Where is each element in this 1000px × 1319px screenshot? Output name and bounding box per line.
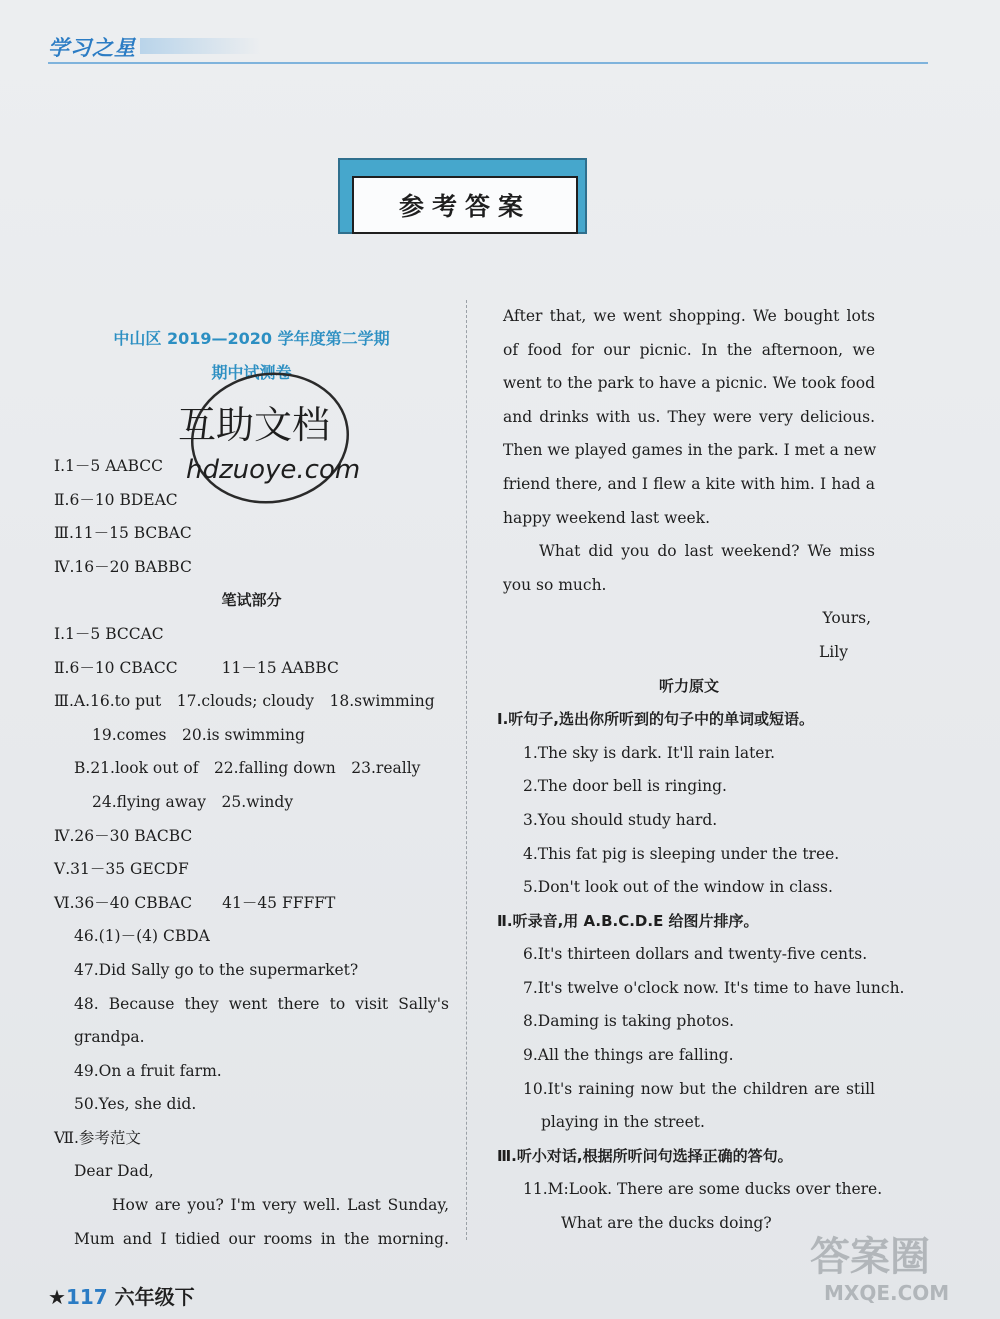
answer-part: 41－45 FFFFT (222, 893, 336, 912)
answer-line: grandpa. (74, 1028, 145, 1047)
answer-line: 19.comes 20.is swimming (92, 725, 305, 744)
section-instruction: Ⅰ.听句子,选出你所听到的句子中的单词或短语。 (497, 710, 814, 729)
answer-line: Ⅱ.6－10 BDEAC (54, 490, 178, 509)
answer-line: Ⅲ.A.16.to put 17.clouds; cloudy 18.swimming (54, 692, 435, 711)
stamp-text-url: hdzuoye.com (186, 455, 361, 485)
transcript-line: What are the ducks doing? (561, 1214, 772, 1233)
transcript-line: 1.The sky is dark. It'll rain later. (523, 743, 776, 762)
answer-line: Ⅲ.11－15 BCBAC (54, 524, 192, 543)
section-instruction: Ⅲ.听小对话,根据所听问句选择正确的答句。 (497, 1146, 793, 1165)
stamp-text-cn: 互助文档 (178, 403, 331, 447)
right-column (497, 300, 905, 1241)
transcript-line: 10.It's raining now but the children are still (523, 1079, 875, 1098)
answer-line: Ⅳ.26－30 BACBC (54, 826, 193, 845)
grade-label: 六年级下 (114, 1285, 195, 1309)
watermark-text: 答案圈 (810, 1234, 930, 1280)
letter-line: happy weekend last week. (503, 508, 711, 527)
transcript-line: playing in the street. (541, 1113, 705, 1132)
answer-line: 48. Because they went there to visit Sally's (74, 994, 449, 1013)
section-title: 参考答案 (352, 176, 578, 234)
answer-line: 50.Yes, she did. (74, 1095, 197, 1114)
answer-line: B.21.look out of 22.falling down 23.really (74, 759, 421, 778)
answer-line: Ⅰ.1－5 BCCAC (54, 624, 164, 643)
answer-line: Ⅶ.参考范文 (54, 1128, 141, 1147)
page-footer (48, 1281, 195, 1310)
column-divider (466, 300, 468, 1240)
answer-line: 46.(1)－(4) CBDA (74, 927, 210, 946)
letter-line: What did you do last weekend? We miss (539, 542, 875, 561)
letter-line: you so much. (503, 575, 607, 594)
exam-subtitle: 期中试测卷 (211, 363, 292, 382)
answer-part: 11－15 AABBC (221, 658, 339, 677)
transcript-heading: 听力原文 (658, 676, 719, 695)
answer-part: Ⅱ.6－10 CBACC (54, 658, 178, 677)
answer-line: Ⅴ.31－35 GECDF (54, 860, 189, 879)
watermark-url: MXQE.COM (824, 1281, 950, 1305)
transcript-line: 11.M:Look. There are some ducks over there. (523, 1180, 883, 1199)
transcript-line: 7.It's twelve o'clock now. It's time to have lunch. (523, 978, 905, 997)
brand-bar (140, 38, 260, 54)
answer-line (54, 652, 449, 686)
letter-line: How are you? I'm very well. Last Sunday, (112, 1196, 449, 1215)
answer-line: 47.Did Sally go to the supermarket? (74, 960, 359, 979)
answer-part: Ⅵ.36－40 CBBAC (54, 893, 193, 912)
letter-line: Then we played games in the park. I met a new (503, 441, 877, 460)
written-heading: 笔试部分 (221, 591, 282, 610)
transcript-line: 5.Don't look out of the window in class. (523, 878, 833, 897)
letter-closing: Yours, (822, 609, 871, 628)
watermark-logo (802, 1226, 972, 1306)
letter-line: friend there, and I flew a kite with him. I had a (503, 474, 875, 493)
transcript-line: 4.This fat pig is sleeping under the tree. (523, 844, 840, 863)
transcript-line: 3.You should study hard. (523, 810, 718, 829)
handwritten-stamp (160, 366, 400, 526)
transcript-line: 9.All the things are falling. (523, 1046, 734, 1065)
letter-greeting: Dear Dad, (74, 1162, 154, 1181)
answer-line: 24.flying away 25.windy (92, 792, 294, 811)
top-rule (48, 62, 928, 64)
letter-signature: Lily (819, 642, 848, 661)
letter-line: went to the park to have a picnic. We took food (503, 374, 875, 393)
letter-line: Mum and I tidied our rooms in the morning. (74, 1229, 449, 1248)
letter-line: and drinks with us. They were very delicious. (503, 407, 875, 426)
exam-title: 中山区 2019—2020 学年度第二学期 (113, 329, 390, 348)
transcript-line: 8.Daming is taking photos. (523, 1012, 735, 1031)
brand-logo: 学习之星 (48, 36, 136, 60)
transcript-line: 2.The door bell is ringing. (523, 777, 727, 796)
section-instruction: Ⅱ.听录音,用 A.B.C.D.E 给图片排序。 (497, 911, 759, 930)
page-number: 117 (65, 1285, 108, 1309)
answer-line: 49.On a fruit farm. (74, 1061, 222, 1080)
answer-line: Ⅳ.16－20 BABBC (54, 557, 192, 576)
letter-line: of food for our picnic. In the afternoon, we (503, 340, 875, 359)
answer-line: Ⅰ.1－5 AABCC (54, 457, 163, 475)
star-icon: ★ (48, 1285, 66, 1309)
transcript-line: 6.It's thirteen dollars and twenty-five cents. (523, 945, 868, 964)
letter-line: After that, we went shopping. We bought lots (503, 307, 875, 325)
answer-line (54, 887, 449, 921)
